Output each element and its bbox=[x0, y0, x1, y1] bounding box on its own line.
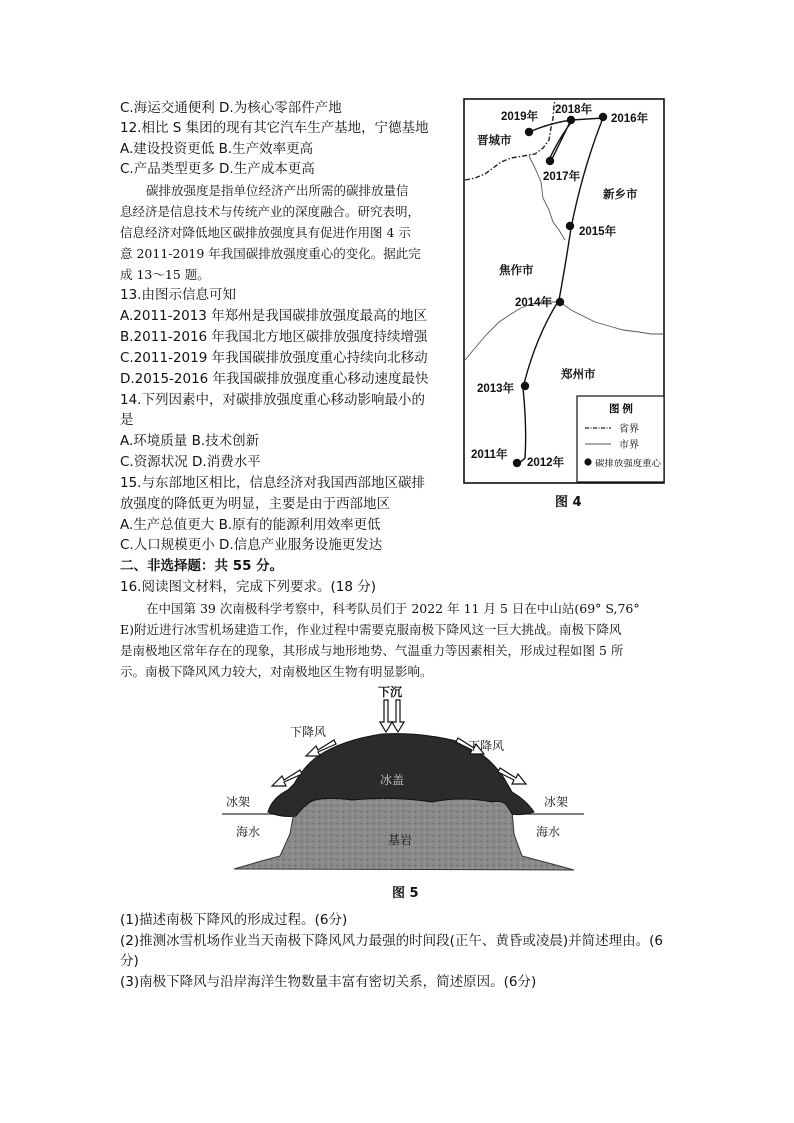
q12-options-cd: C.产品类型更多 D.生产成本更高 bbox=[120, 161, 315, 177]
subsidence-arrows bbox=[380, 700, 404, 732]
label-2012: 2012年 bbox=[527, 457, 565, 469]
q13-option-c: C.2011-2019 年我国碳排放强度重心持续向北移动 bbox=[120, 350, 428, 366]
q14-stem-1: 14.下列因素中，对碳排放强度重心移动影响最小的 bbox=[120, 392, 425, 408]
point-2019 bbox=[525, 128, 533, 136]
q13-stem: 13.由图示信息可知 bbox=[120, 287, 236, 303]
q16-material-2: E)附近进行冰雪机场建造工作，作业过程中需要克服南极下降风这一巨大挑战。南极下降风 bbox=[120, 622, 622, 637]
q15-options-cd: C.人口规模更小 D.信息产业服务设施更发达 bbox=[120, 537, 383, 553]
figure-5-caption: 图 5 bbox=[392, 886, 419, 901]
q16-sub-2-line-1: (2)推测冰雪机场作业当天南极下降风风力最强的时间段(正午、黄昏或凌晨)并简述理由。(6 bbox=[120, 933, 664, 949]
q12-options-ab: A.建设投资更低 B.生产效率更高 bbox=[120, 141, 314, 157]
q13-option-b: B.2011-2016 年我国北方地区碳排放强度持续增强 bbox=[120, 329, 428, 345]
legend-centroid-dot bbox=[584, 458, 591, 465]
label-bedrock: 基岩 bbox=[388, 833, 413, 847]
label-sea-right: 海水 bbox=[536, 825, 561, 839]
city-xinxiang: 新乡市 bbox=[603, 189, 638, 201]
label-2014: 2014年 bbox=[515, 297, 553, 309]
point-2013 bbox=[521, 382, 529, 390]
q16-sub-1: (1)描述南极下降风的形成过程。(6分) bbox=[120, 912, 348, 928]
label-2015: 2015年 bbox=[579, 226, 617, 238]
city-jiaozuo: 焦作市 bbox=[499, 265, 534, 277]
material-line-3: 信息经济对降低地区碳排放强度具有促进作用图 4 示 bbox=[120, 225, 411, 240]
q16-material-3: 是南极地区常年存在的现象，其形成与地形地势、气温重力等因素相关，形成过程如图 5 所 bbox=[120, 643, 624, 658]
q16-stem: 16.阅读图文材料，完成下列要求。(18 分) bbox=[120, 579, 376, 595]
label-2011: 2011年 bbox=[471, 449, 508, 461]
q16-material-1: 在中国第 39 次南极科学考察中，科考队员们于 2022 年 11 月 5 日在中山站(69° S,76° bbox=[146, 601, 640, 616]
label-2016: 2016年 bbox=[611, 113, 649, 125]
label-katabatic-right: 下降风 bbox=[468, 739, 505, 753]
label-subsidence: 下沉 bbox=[378, 685, 403, 699]
q16-sub-3: (3)南极下降风与沿岸海洋生物数量丰富有密切关系，简述原因。(6分) bbox=[120, 974, 537, 990]
legend-city: 市界 bbox=[619, 440, 639, 451]
legend-title: 图 例 bbox=[609, 403, 633, 415]
point-2017 bbox=[546, 157, 554, 165]
city-zhengzhou: 郑州市 bbox=[561, 369, 596, 381]
label-ice-shelf-right: 冰架 bbox=[544, 795, 569, 809]
legend bbox=[577, 396, 664, 482]
label-sea-left: 海水 bbox=[236, 825, 261, 839]
figure-4-map bbox=[463, 98, 665, 484]
q15-options-ab: A.生产总值更大 B.原有的能源利用效率更低 bbox=[120, 517, 381, 533]
material-line-4: 意 2011-2019 年我国碳排放强度重心的变化。据此完 bbox=[120, 246, 421, 261]
q16-material-4: 示。南极下降风风力较大，对南极地区生物有明显影响。 bbox=[120, 664, 433, 679]
section-2-title: 二、非选择题：共 55 分。 bbox=[120, 558, 284, 574]
figure-5-diagram bbox=[222, 684, 584, 884]
q12-stem: 12.相比 S 集团的现有其它汽车生产基地，宁德基地 bbox=[120, 120, 429, 136]
legend-centroid: 碳排放强度重心 bbox=[595, 458, 656, 468]
material-line-1: 碳排放强度是指单位经济产出所需的碳排放量信 bbox=[146, 183, 409, 198]
point-2016 bbox=[599, 113, 607, 121]
label-ice-shelf-left: 冰架 bbox=[226, 795, 251, 809]
q15-stem-1: 15.与东部地区相比，信息经济对我国西部地区碳排 bbox=[120, 475, 425, 491]
q13-option-a: A.2011-2013 年郑州是我国碳排放强度最高的地区 bbox=[120, 308, 428, 324]
label-2019: 2019年 bbox=[501, 111, 539, 123]
label-2017: 2017年 bbox=[543, 171, 581, 183]
q11-options-cd: C.海运交通便利 D.为核心零部件产地 bbox=[120, 100, 342, 116]
city-jincheng: 晋城市 bbox=[477, 135, 512, 147]
q14-stem-2: 是 bbox=[120, 412, 134, 428]
q14-options-ab: A.环境质量 B.技术创新 bbox=[120, 433, 260, 449]
point-2011 bbox=[513, 459, 521, 467]
point-2014 bbox=[556, 298, 564, 306]
point-2015 bbox=[566, 222, 574, 230]
label-2018: 2018年 bbox=[555, 104, 593, 116]
q16-sub-2-line-2: 分) bbox=[120, 953, 139, 969]
q15-stem-2: 放强度的降低更为明显，主要是由于西部地区 bbox=[120, 496, 390, 512]
label-ice-sheet: 冰盖 bbox=[380, 773, 405, 787]
legend-province: 省界 bbox=[619, 424, 639, 435]
label-katabatic-left: 下降风 bbox=[290, 725, 327, 739]
material-line-2: 息经济是信息技术与传统产业的深度融合。研究表明， bbox=[120, 204, 421, 219]
figure-4-caption: 图 4 bbox=[555, 495, 582, 510]
label-2013: 2013年 bbox=[477, 383, 515, 395]
q13-option-d: D.2015-2016 年我国碳排放强度重心移动速度最快 bbox=[120, 371, 429, 387]
material-line-5: 成 13～15 题。 bbox=[120, 267, 210, 282]
q14-options-cd: C.资源状况 D.消费水平 bbox=[120, 454, 261, 470]
point-2018 bbox=[567, 116, 575, 124]
